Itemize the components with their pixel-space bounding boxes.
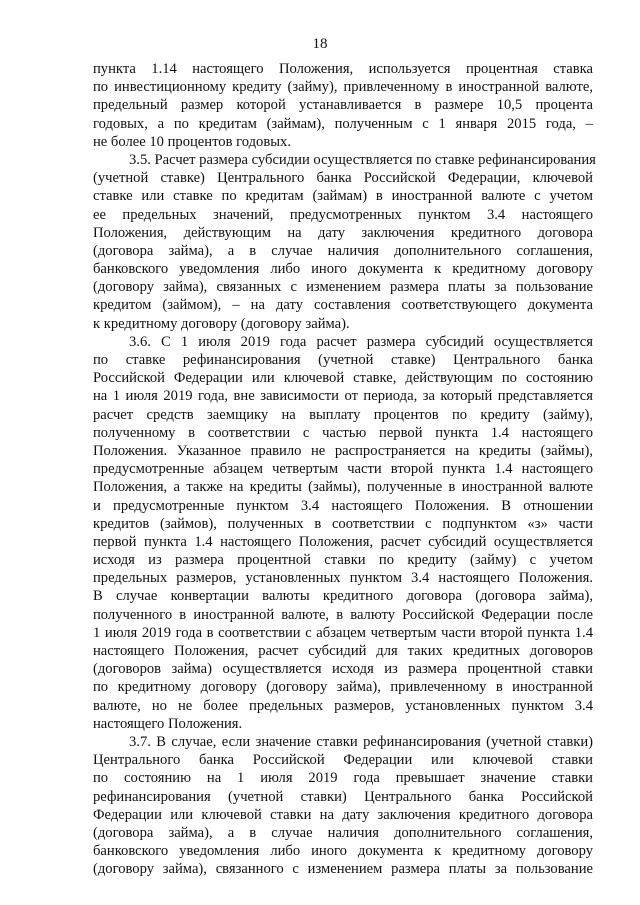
text-line: (договору займа), связанных с изменением размера платы за пользование: [93, 279, 593, 296]
text-line: (договора займа), а в случае наличия дополнительного соглашения,: [93, 242, 593, 259]
text-line: кредитов (займов), полученных в соответствии с подпунктом «з» части: [93, 515, 593, 532]
text-line: рефинансирования (учетной ставки) Центрального банка Российской: [93, 788, 593, 805]
text-line: банковского уведомления либо иного документа к кредитному договору: [93, 261, 593, 278]
text-line: банковского уведомления либо иного документа к кредитному договору: [93, 843, 593, 860]
text-line: по кредитному договору (договору займа), привлеченному в иностранной: [93, 679, 593, 696]
text-line: кредитом (займом), – на дату составления соответствующего документа: [93, 297, 593, 314]
text-line: Центрального банка Российской Федерации или ключевой ставки: [93, 752, 593, 769]
text-line: предусмотренные абзацем четвертым части второй пункта 1.4 настоящего: [93, 461, 593, 478]
text-line: Положения. Указанное правило не распространяется на кредиты (займы),: [93, 442, 593, 459]
text-line: (учетной ставке) Центрального банка Российской Федерации, ключевой: [93, 170, 593, 187]
text-line: предельный размер которой устанавливается в размере 10,5 процента: [93, 97, 593, 114]
text-line: предельных размеров, установленных пунктом 3.4 настоящего Положения.: [93, 570, 593, 587]
text-line: В случае конвертации валюты кредитного договора (договора займа),: [93, 588, 593, 605]
text-line: 3.6. С 1 июля 2019 года расчет размера субсидий осуществляется: [129, 333, 593, 350]
text-line: исходя из размера процентной ставки по кредиту (займу) с учетом: [93, 552, 593, 569]
text-line: пункта 1.14 настоящего Положения, используется процентная ставка: [93, 61, 593, 77]
text-line: (договора займа), а в случае наличия дополнительного соглашения,: [93, 824, 593, 841]
text-line: 1 июля 2019 года в соответствии с абзацем четвертым части второй пункта 1.4: [93, 624, 593, 641]
text-line: полученного в иностранной валюте, в валюту Российской Федерации после: [93, 606, 593, 623]
text-line: годовых, а по кредитам (займам), полученным с 1 января 2015 года, –: [93, 115, 593, 132]
text-line: Положения, действующим на дату заключения кредитного договора: [93, 224, 593, 241]
text-line: расчет средств заемщику на выплату процентов по кредиту (займу),: [93, 406, 593, 423]
text-line: первой пункта 1.4 настоящего Положения, расчет субсидий осуществляется: [93, 533, 593, 550]
text-line: и предусмотренные пунктом 3.4 настоящего Положения. В отношении: [93, 497, 593, 514]
text-line: 3.7. В случае, если значение ставки рефинансирования (учетной ставки): [129, 733, 593, 750]
text-line: Федерации или ключевой ставки на дату заключения кредитного договора: [93, 806, 593, 823]
text-line: не более 10 процентов годовых.: [93, 133, 291, 150]
text-line: к кредитному договору (договору займа).: [93, 315, 350, 332]
text-line: настоящего Положения, расчет субсидий для таких кредитных договоров: [93, 643, 593, 659]
text-line: валюте, но не более предельных размеров, установленных пунктом 3.4: [93, 697, 593, 714]
text-line: по ставке рефинансирования (учетной ставке) Центрального банка: [93, 352, 593, 368]
text-line: ставке или ставке по кредитам (займам) в иностранной валюте с учетом: [93, 188, 593, 205]
text-line: (договору займа), связанного с изменением размера платы за пользование: [93, 861, 593, 878]
text-line: на 1 июля 2019 года, вне зависимости от периода, за который представляется: [93, 388, 593, 405]
text-line: по инвестиционному кредиту (займу), привлеченному в иностранной валюте,: [93, 79, 593, 96]
page-number: 18: [312, 36, 328, 52]
text-line: настоящего Положения.: [93, 715, 243, 732]
text-line: Российской Федерации или ключевой ставке, действующим по состоянию: [93, 370, 593, 387]
text-line: полученному в соответствии с частью первой пункта 1.4 настоящего: [93, 424, 593, 441]
text-line: (договоров займа) осуществляется исходя из размера процентной ставки: [93, 661, 593, 678]
text-line: ее предельных значений, предусмотренных пунктом 3.4 настоящего: [93, 206, 593, 223]
text-line: по состоянию на 1 июля 2019 года превышает значение ставки: [93, 770, 593, 787]
document-body: [93, 60, 596, 878]
text-line: Положения, а также на кредиты (займы), полученные в иностранной валюте: [93, 479, 593, 496]
text-line: 3.5. Расчет размера субсидии осуществляется по ставке рефинансирования: [129, 151, 596, 168]
